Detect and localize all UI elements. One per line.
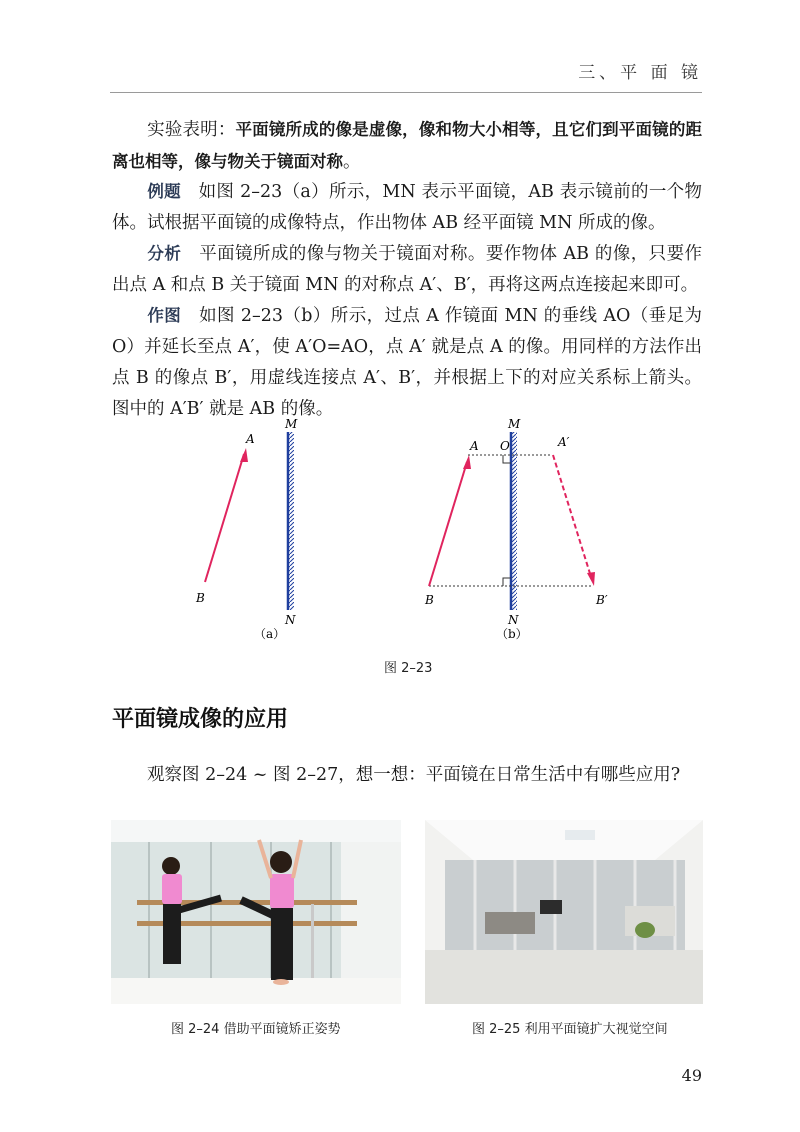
chapter-header: 三、平 面 镜	[578, 63, 702, 83]
observe-text: 观察图 2–24 ~ 图 2–27，想一想：平面镜在日常生活中有哪些应用?	[147, 765, 681, 785]
paragraph-observe	[112, 760, 702, 791]
example-lead: 例题	[147, 182, 181, 201]
analysis-lead: 分析	[147, 244, 182, 263]
conclusion-bold: 平面镜所成的像是虚像，像和物大小相等，且它们到平面镜的距离也相等，像与物关于镜面对称	[112, 120, 703, 171]
photo-mirrored-room	[425, 820, 703, 1004]
label-A: A	[246, 432, 255, 446]
sub-caption-a: （a）	[254, 627, 286, 641]
label-A-prime: A′	[558, 435, 570, 449]
object-arrow-head	[240, 448, 248, 462]
label-M: M	[285, 417, 298, 431]
example-text: 如图 2–23（a）所示，MN 表示平面镜，AB 表示镜前的一个物体。试根据平面镜的成像特点，作出物体 AB 经平面镜 MN 所成的像。	[112, 182, 702, 233]
label-B: B	[196, 591, 205, 605]
construction-text: 如图 2–23（b）所示，过点 A 作镜面 MN 的垂线 AO（垂足为 O）并延长至点 A′，使 A′O=AO，点 A′ 就是点 A 的像。用同样的方法作出点 B 的像点 B′，用虚线连接点 A′、B′，并根据上下的对应关系标上箭头。图中的 A′B′ 就是 AB 的像。	[112, 306, 702, 419]
label-A: A	[470, 439, 479, 453]
conclusion-lead: 实验表明：	[147, 120, 236, 140]
section-title: 平面镜成像的应用	[112, 707, 289, 732]
paragraph-example	[112, 176, 702, 239]
conclusion-end: 。	[343, 152, 361, 172]
label-M: M	[508, 417, 521, 431]
label-O: O	[500, 439, 510, 453]
image-arrow-head	[587, 572, 595, 586]
object-arrow-shaft	[429, 462, 467, 586]
sub-caption-b: （b）	[496, 627, 528, 641]
analysis-text: 平面镜所成的像与物关于镜面对称。要作物体 AB 的像，只要作出点 A 和点 B 关于镜面 MN 的对称点 A′、B′，再将这两点连接起来即可。	[112, 244, 702, 295]
label-N: N	[285, 613, 296, 627]
object-arrow-shaft	[205, 454, 244, 582]
header-divider	[110, 92, 702, 93]
photo-left-caption: 图 2–24 借助平面镜矫正姿势	[171, 1022, 341, 1037]
page-number: 49	[681, 1066, 702, 1085]
construction-lead: 作图	[147, 306, 182, 325]
figure-2-23a	[190, 410, 330, 650]
label-N: N	[508, 613, 519, 627]
label-B: B	[425, 593, 434, 607]
image-arrow-shaft	[553, 455, 592, 580]
paragraph-analysis	[112, 238, 702, 301]
object-arrow-head	[463, 455, 471, 469]
paragraph-conclusion	[112, 114, 702, 178]
photo-right-caption: 图 2–25 利用平面镜扩大视觉空间	[472, 1022, 668, 1037]
paragraph-construction	[112, 300, 702, 425]
figure-2-23b	[420, 410, 620, 650]
figure-2-23-caption: 图 2–23	[384, 661, 433, 676]
photo-dance-studio	[111, 820, 401, 1004]
label-B-prime: B′	[596, 593, 608, 607]
